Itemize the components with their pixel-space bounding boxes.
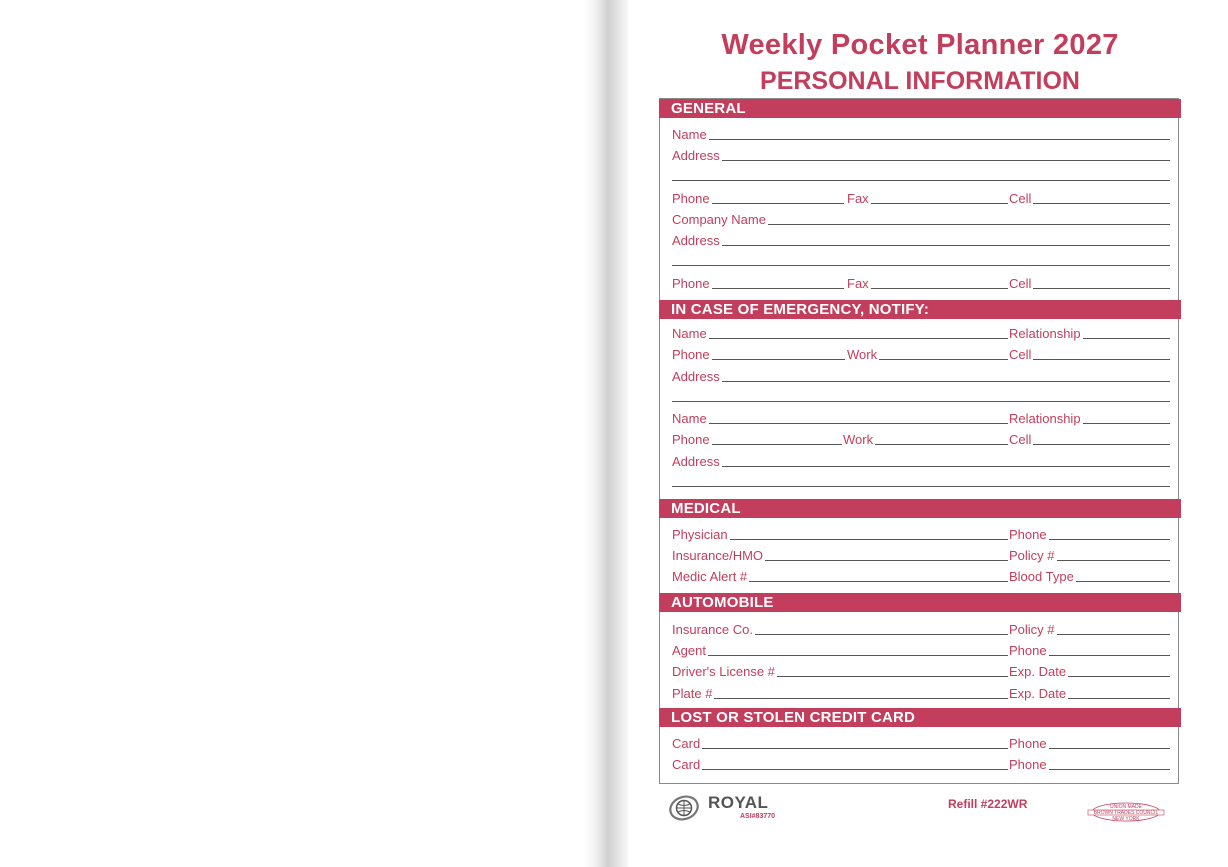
- field-label: Fax: [847, 276, 869, 291]
- field-label: Relationship: [1009, 411, 1081, 426]
- field-label: Work: [847, 347, 878, 362]
- auto-license-field[interactable]: [672, 663, 1008, 679]
- field-label: Address: [672, 369, 720, 384]
- auto-phone-field[interactable]: [1009, 642, 1170, 658]
- medical-policy-field[interactable]: [1009, 547, 1170, 563]
- medical-insurance-field[interactable]: [672, 547, 1008, 563]
- field-label: Phone: [1009, 736, 1047, 751]
- field-label: Blood Type: [1009, 569, 1074, 584]
- field-label: Insurance/HMO: [672, 548, 764, 563]
- field-label: Relationship: [1009, 326, 1081, 341]
- field-label: Name: [672, 326, 707, 341]
- emergency1-relationship-field[interactable]: [1009, 325, 1170, 341]
- auto-plate-row: [672, 685, 1170, 701]
- auto-agent-field[interactable]: [672, 642, 1008, 658]
- emergency2-address-row: [672, 453, 1170, 469]
- auto-plate-exp-field[interactable]: [1009, 685, 1170, 701]
- field-label: Address: [672, 454, 720, 469]
- emergency1-cell-field[interactable]: [1009, 346, 1170, 362]
- emergency2-phone-field[interactable]: [672, 431, 842, 447]
- medical-insurance-row: [672, 547, 1170, 563]
- section-header-lost-card: LOST OR STOLEN CREDIT CARD: [659, 708, 1181, 727]
- section-header-general: GENERAL: [659, 99, 1181, 118]
- field-label: Plate #: [672, 686, 713, 701]
- general-name-row: [672, 126, 1170, 142]
- emergency2-cell-field[interactable]: [1009, 431, 1170, 447]
- general-company-field[interactable]: [672, 211, 1170, 227]
- left-blank-page: [0, 0, 584, 867]
- general-company-phone-field[interactable]: [672, 275, 844, 291]
- field-label: Exp. Date: [1009, 686, 1067, 701]
- badge-bottom-text: NEW YORK: [1112, 816, 1140, 822]
- field-label: Cell: [1009, 191, 1032, 206]
- emergency2-phone-row: [672, 431, 1170, 447]
- general-company-cell-field[interactable]: [1009, 275, 1170, 291]
- refill-number: Refill #222WR: [948, 797, 1028, 811]
- auto-plate-field[interactable]: [672, 685, 1008, 701]
- general-company-address-line2[interactable]: [672, 265, 1170, 266]
- field-label: Policy #: [1009, 622, 1055, 637]
- card2-field[interactable]: [672, 756, 1008, 772]
- emergency2-relationship-field[interactable]: [1009, 410, 1170, 426]
- emergency1-address-line2[interactable]: [672, 401, 1170, 402]
- field-label: Card: [672, 736, 701, 751]
- field-label: Medic Alert #: [672, 569, 748, 584]
- general-address-field[interactable]: [672, 147, 1170, 163]
- union-label-icon: [1086, 801, 1166, 823]
- general-company-address-row: [672, 232, 1170, 248]
- emergency1-name-row: [672, 325, 1170, 341]
- general-company-address-field[interactable]: [672, 232, 1170, 248]
- field-label: Policy #: [1009, 548, 1055, 563]
- emergency1-work-field[interactable]: [847, 346, 1008, 362]
- field-label: Phone: [672, 191, 710, 206]
- card2-row: [672, 756, 1170, 772]
- general-phone-field[interactable]: [672, 190, 844, 206]
- badge-top-text: UNION MADE: [1110, 804, 1142, 810]
- field-label: Name: [672, 411, 707, 426]
- field-label: Card: [672, 757, 701, 772]
- general-address-row: [672, 147, 1170, 163]
- field-label: Address: [672, 148, 720, 163]
- auto-insurance-field[interactable]: [672, 621, 1008, 637]
- emergency2-work-field[interactable]: [843, 431, 1008, 447]
- field-label: Exp. Date: [1009, 664, 1067, 679]
- badge-middle-text: BROWN TRADES COUNCIL: [1093, 810, 1159, 816]
- medical-physician-row: [672, 526, 1170, 542]
- field-label: Cell: [1009, 347, 1032, 362]
- general-company-row: [672, 211, 1170, 227]
- field-label: Physician: [672, 527, 728, 542]
- field-label: Phone: [672, 347, 710, 362]
- general-name-field[interactable]: [672, 126, 1170, 142]
- brand-name: ROYAL: [708, 793, 769, 812]
- general-company-fax-field[interactable]: [847, 275, 1008, 291]
- auto-policy-field[interactable]: [1009, 621, 1170, 637]
- card1-field[interactable]: [672, 735, 1008, 751]
- field-label: Phone: [1009, 527, 1047, 542]
- section-header-automobile: AUTOMOBILE: [659, 593, 1181, 612]
- field-label: Cell: [1009, 276, 1032, 291]
- auto-license-exp-field[interactable]: [1009, 663, 1170, 679]
- medical-alert-field[interactable]: [672, 568, 1008, 584]
- field-label: Address: [672, 233, 720, 248]
- field-label: Phone: [1009, 643, 1047, 658]
- emergency2-address-line2[interactable]: [672, 486, 1170, 487]
- emergency2-name-row: [672, 410, 1170, 426]
- medical-alert-row: [672, 568, 1170, 584]
- section-header-medical: MEDICAL: [659, 499, 1181, 518]
- field-label: Fax: [847, 191, 869, 206]
- general-phone-row: [672, 190, 1170, 206]
- auto-insurance-row: [672, 621, 1170, 637]
- emergency1-phone-field[interactable]: [672, 346, 845, 362]
- general-company-phone-row: [672, 275, 1170, 291]
- emergency1-address-row: [672, 368, 1170, 384]
- emergency2-name-field[interactable]: [672, 410, 1008, 426]
- auto-license-row: [672, 663, 1170, 679]
- general-address-line2[interactable]: [672, 180, 1170, 181]
- field-label: Driver's License #: [672, 664, 775, 679]
- general-cell-field[interactable]: [1009, 190, 1170, 206]
- medical-blood-type-field[interactable]: [1009, 568, 1170, 584]
- field-label: Agent: [672, 643, 706, 658]
- emergency1-address-field[interactable]: [672, 368, 1170, 384]
- field-label: Insurance Co.: [672, 622, 753, 637]
- page-title: PERSONAL INFORMATION: [760, 67, 1080, 95]
- medical-phone-field[interactable]: [1009, 526, 1170, 542]
- section-header-emergency: IN CASE OF EMERGENCY, NOTIFY:: [659, 300, 1181, 319]
- field-label: Work: [843, 432, 874, 447]
- field-label: Phone: [1009, 757, 1047, 772]
- medical-physician-field[interactable]: [672, 526, 1008, 542]
- emergency1-phone-row: [672, 346, 1170, 362]
- card2-phone-field[interactable]: [1009, 756, 1170, 772]
- asi-number: ASI#83770: [740, 813, 776, 820]
- field-label: Phone: [672, 432, 710, 447]
- field-label: Name: [672, 127, 707, 142]
- emergency2-address-field[interactable]: [672, 453, 1170, 469]
- general-fax-field[interactable]: [847, 190, 1008, 206]
- auto-agent-row: [672, 642, 1170, 658]
- field-label: Cell: [1009, 432, 1032, 447]
- planner-title: Weekly Pocket Planner 2027: [721, 29, 1119, 61]
- emergency1-name-field[interactable]: [672, 325, 1008, 341]
- field-label: Phone: [672, 276, 710, 291]
- field-label: Company Name: [672, 212, 766, 227]
- book-spine: [584, 0, 628, 867]
- card1-row: [672, 735, 1170, 751]
- card1-phone-field[interactable]: [1009, 735, 1170, 751]
